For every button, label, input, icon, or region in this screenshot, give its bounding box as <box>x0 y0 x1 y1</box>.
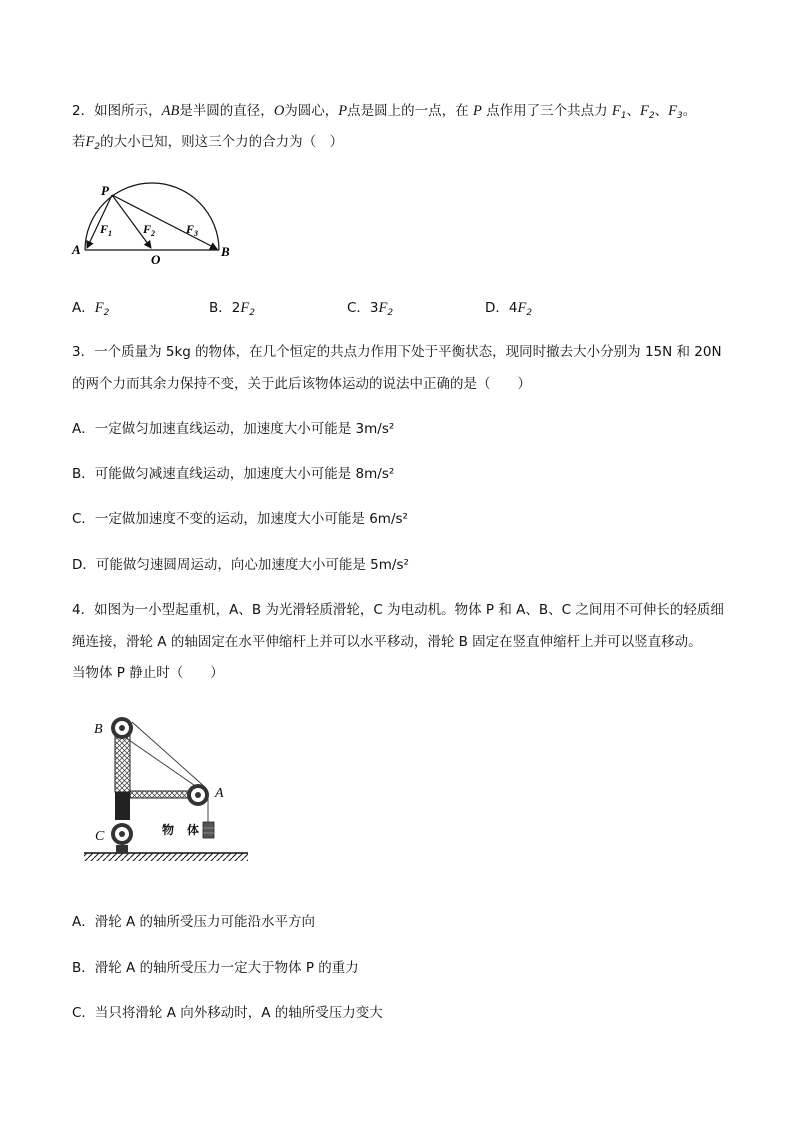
q2-semicircle-figure <box>68 178 248 268</box>
label-P: P <box>101 183 109 198</box>
q3-option-c[interactable]: C．一定做加速度不变的运动，加速度大小可能是 6m/s² <box>72 511 408 527</box>
q4-line-3: 当物体 P 静止时（ ） <box>72 665 224 681</box>
q3-line-1: 3．一个质量为 5kg 的物体，在几个恒定的共点力作用下处于平衡状态，现同时撤去大小分别为 15N 和 20N <box>72 344 722 360</box>
label-F3: $F_3$ <box>186 222 199 238</box>
q2-line-1: 2．如图所示，AB是半圆的直径，O为圆心，P点是圆上的一点，在 P 点作用了三个共点力 $F_1$、$F_2$、$F_3$。 <box>72 103 697 121</box>
q4-line-2: 绳连接，滑轮 A 的轴固定在水平伸缩杆上并可以水平移动，滑轮 B 固定在竖直伸缩杆上并可以竖直移动。 <box>72 634 702 650</box>
q3-option-a[interactable]: A．一定做匀加速直线运动，加速度大小可能是 3m/s² <box>72 421 395 437</box>
q2-option-b[interactable]: B．$2F_2$ <box>209 300 255 318</box>
q2-option-d[interactable]: D．$4F_2$ <box>485 300 533 318</box>
q2-line-2: 若$F_2$的大小已知，则这三个力的合力为（ ） <box>72 134 344 152</box>
label-O: O <box>151 252 161 267</box>
q4-line-1: 4．如图为一小型起重机，A、B 为光滑轻质滑轮，C 为电动机。物体 P 和 A、B、C 之间用不可伸长的轻质细 <box>72 602 724 618</box>
q4-option-c[interactable]: C．当只将滑轮 A 向外移动时，A 的轴所受压力变大 <box>72 1005 383 1021</box>
label-A-pulley: A <box>215 786 224 801</box>
q2-option-a[interactable]: A．$F_2$ <box>72 300 110 318</box>
q4-option-b[interactable]: B．滑轮 A 的轴所受压力一定大于物体 P 的重力 <box>72 960 359 976</box>
q4-option-a[interactable]: A．滑轮 A 的轴所受压力可能沿水平方向 <box>72 914 316 930</box>
label-A: A <box>72 242 81 257</box>
label-F2: $F_2$ <box>143 222 156 238</box>
label-wu: 物 <box>162 823 175 837</box>
label-B: B <box>221 244 230 259</box>
label-B-pulley: B <box>94 722 103 737</box>
q2-option-c[interactable]: C．$3F_2$ <box>347 300 394 318</box>
label-C-motor: C <box>95 829 105 844</box>
q3-option-d[interactable]: D．可能做匀速圆周运动，向心加速度大小可能是 5m/s² <box>72 557 409 573</box>
label-ti: 体 <box>187 823 200 837</box>
q3-option-b[interactable]: B．可能做匀减速直线运动，加速度大小可能是 8m/s² <box>72 466 395 482</box>
q3-line-2: 的两个力而其余力保持不变，关于此后该物体运动的说法中正确的是（ ） <box>72 376 531 392</box>
label-F1: $F_1$ <box>100 222 113 238</box>
q4-crane-figure <box>82 708 254 868</box>
